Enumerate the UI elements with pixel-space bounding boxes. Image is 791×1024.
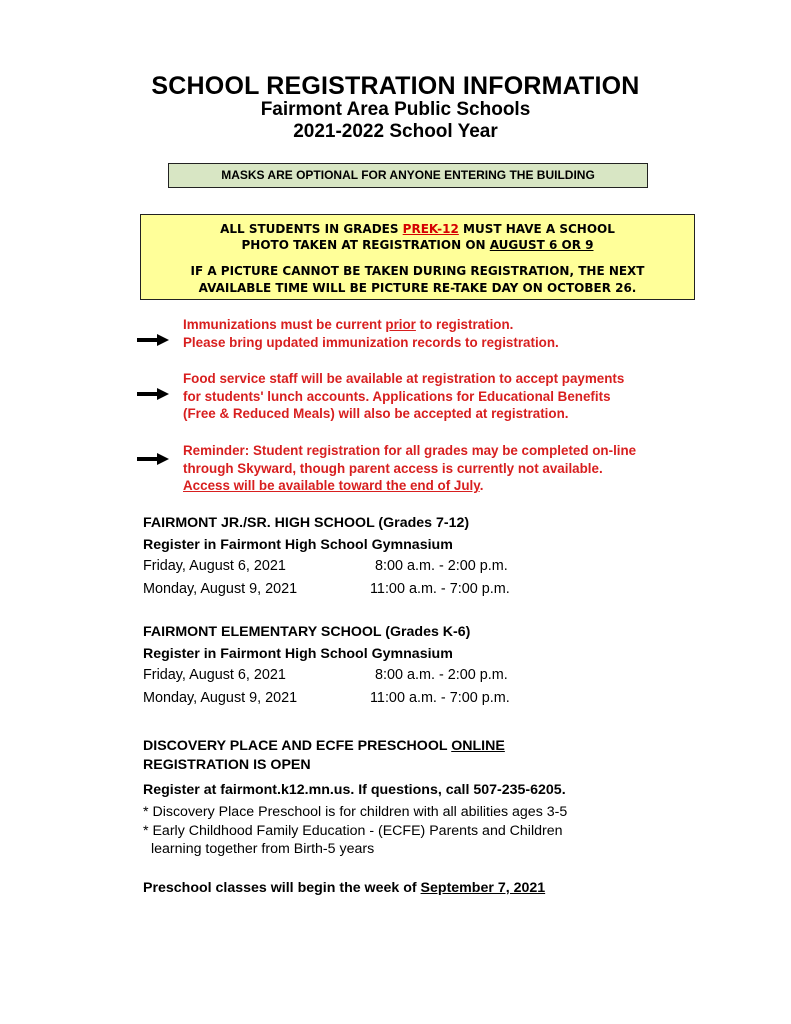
photo-notice-text: PHOTO TAKEN AT REGISTRATION ON xyxy=(241,238,490,252)
preschool-bullet-ecfe: * Early Childhood Family Education - (ECFE) Parents and Children xyxy=(143,823,563,839)
photo-notice-text: ALL STUDENTS IN GRADES xyxy=(220,222,403,236)
food-service-notice xyxy=(183,370,624,423)
photo-notice-line3: IF A PICTURE CANNOT BE TAKEN DURING REGISTRATION, THE NEXT xyxy=(190,264,645,278)
immunization-notice xyxy=(183,316,559,351)
high-school-title: FAIRMONT JR./SR. HIGH SCHOOL (Grades 7-12) xyxy=(143,515,470,531)
photo-notice-text: MUST HAVE A SCHOOL xyxy=(458,222,615,236)
reminder-emphasis: Access will be available toward the end of July xyxy=(183,478,480,493)
preschool-classes-date: September 7, 2021 xyxy=(420,880,546,896)
preschool-bullet-discovery: * Discovery Place Preschool is for children with all abilities ages 3-5 xyxy=(143,804,568,820)
preschool-title-line2: REGISTRATION IS OPEN xyxy=(143,757,311,773)
elementary-location: Register in Fairmont High School Gymnasium xyxy=(143,646,453,662)
district-name: Fairmont Area Public Schools xyxy=(260,99,531,120)
notice-emphasis: prior xyxy=(385,317,416,332)
elementary-session-day: Monday, August 9, 2021 xyxy=(143,690,298,706)
right-arrow-icon xyxy=(137,388,169,400)
right-arrow-icon xyxy=(137,334,169,346)
notice-text: Immunizations must be current xyxy=(183,317,386,332)
photo-notice-line2 xyxy=(141,238,694,253)
food-service-line1: Food service staff will be available at registration to accept payments xyxy=(183,371,625,386)
reminder-notice xyxy=(183,442,636,495)
notice-text: . xyxy=(479,478,484,493)
photo-notice-line4: AVAILABLE TIME WILL BE PICTURE RE-TAKE DAY ON OCTOBER 26. xyxy=(198,281,637,295)
preschool-classes-start xyxy=(143,880,545,896)
photo-notice-grades: PREK-12 xyxy=(402,222,459,236)
reminder-line2: through Skyward, though parent access is currently not available. xyxy=(183,460,603,476)
photo-notice-box xyxy=(140,214,695,300)
high-school-session-time: 8:00 a.m. - 2:00 p.m. xyxy=(375,558,508,574)
high-school-location: Register in Fairmont High School Gymnasium xyxy=(143,537,453,553)
preschool-title-text: DISCOVERY PLACE AND ECFE PRESCHOOL xyxy=(143,738,452,754)
elementary-session-day: Friday, August 6, 2021 xyxy=(143,667,286,683)
elementary-title: FAIRMONT ELEMENTARY SCHOOL (Grades K-6) xyxy=(143,624,471,640)
food-service-line3: (Free & Reduced Meals) will also be accepted at registration. xyxy=(183,406,569,421)
preschool-register-line: Register at fairmont.k12.mn.us. If questions, call 507-235-6205. xyxy=(143,782,566,798)
school-year: 2021-2022 School Year xyxy=(293,121,498,142)
reminder-line1: Reminder: Student registration for all grades may be completed on-line xyxy=(183,443,637,458)
elementary-session-time: 11:00 a.m. - 7:00 p.m. xyxy=(370,690,510,706)
photo-notice-line1 xyxy=(141,222,694,237)
high-school-session-day: Monday, August 9, 2021 xyxy=(143,581,298,597)
immunization-line2: Please bring updated immunization records to registration. xyxy=(183,334,559,350)
high-school-session-day: Friday, August 6, 2021 xyxy=(143,558,286,574)
immunization-line1 xyxy=(183,316,559,334)
page-title: SCHOOL REGISTRATION INFORMATION xyxy=(151,72,640,100)
elementary-session-time: 8:00 a.m. - 2:00 p.m. xyxy=(375,667,508,683)
high-school-session-time: 11:00 a.m. - 7:00 p.m. xyxy=(370,581,510,597)
reminder-line3 xyxy=(183,477,636,495)
notice-text: to registration. xyxy=(415,317,514,332)
food-service-line2: for students' lunch accounts. Applications for Educational Benefits xyxy=(183,388,611,404)
preschool-classes-text: Preschool classes will begin the week of xyxy=(143,880,421,896)
preschool-title xyxy=(143,738,505,754)
right-arrow-icon xyxy=(137,453,169,465)
photo-notice-dates: AUGUST 6 OR 9 xyxy=(489,238,594,252)
preschool-title-online: ONLINE xyxy=(451,738,505,754)
preschool-bullet-ecfe-cont: learning together from Birth-5 years xyxy=(151,841,375,857)
mask-notice: MASKS ARE OPTIONAL FOR ANYONE ENTERING THE BUILDING xyxy=(168,163,648,188)
